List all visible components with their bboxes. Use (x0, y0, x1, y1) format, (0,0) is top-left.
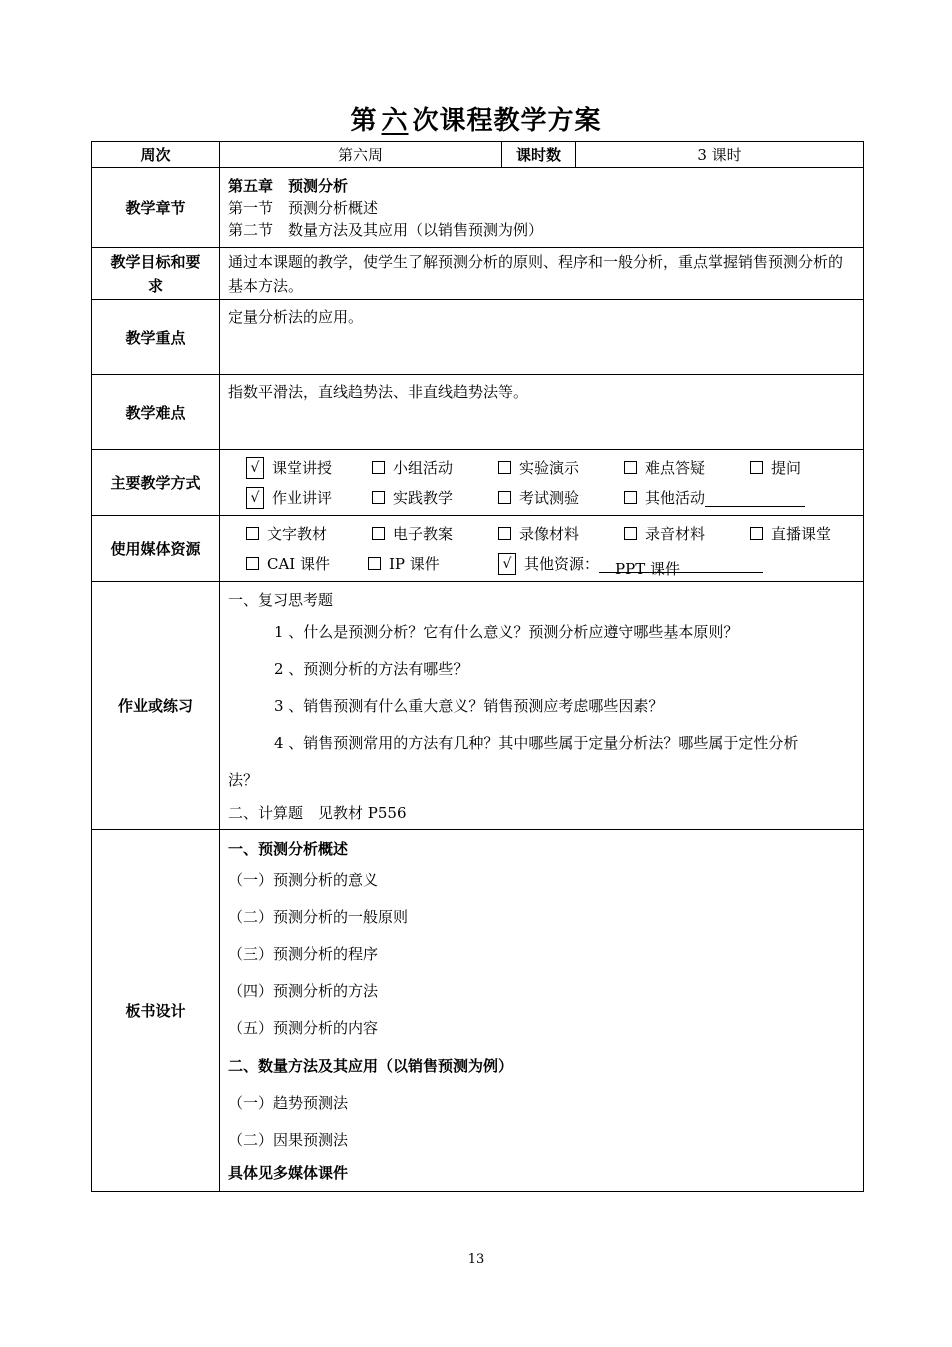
media-other-value[interactable]: PPT 课件 (599, 554, 763, 573)
media-e-plan-checkbox[interactable]: 电子教案 (372, 519, 498, 549)
method-group-activity-checkbox[interactable]: 小组活动 (372, 453, 498, 483)
board-footer: 具体见多媒体课件 (228, 1164, 349, 1182)
homework-row (92, 582, 864, 830)
media-row (92, 516, 864, 582)
media-audio-checkbox[interactable]: 录音材料 (624, 519, 750, 549)
board-row (92, 830, 864, 1192)
key-points-text: 定量分析法的应用。 (220, 300, 864, 375)
board-item: （二）预测分析的一般原则 (228, 908, 409, 926)
method-qa-checkbox[interactable]: 难点答疑 (624, 453, 750, 483)
board-item: （二）因果预测法 (228, 1131, 349, 1149)
board-item: （一）趋势预测法 (228, 1094, 349, 1112)
media-video-checkbox[interactable]: 录像材料 (498, 519, 624, 549)
method-practice-checkbox[interactable]: 实践教学 (372, 483, 498, 513)
media-live-checkbox[interactable]: 直播课堂 (750, 519, 831, 549)
page-number: 13 (467, 1252, 485, 1267)
homework-q2: 2 、预测分析的方法有哪些？ (274, 660, 469, 678)
media-cai-checkbox[interactable]: CAI 课件 (246, 549, 368, 579)
difficulties-text: 指数平滑法，直线趋势法、非直线趋势法等。 (220, 375, 864, 450)
method-other-checkbox[interactable]: 其他活动 (624, 483, 805, 513)
media-ip-checkbox[interactable]: IP 课件 (368, 549, 498, 579)
board-item: （五）预测分析的内容 (228, 1019, 379, 1037)
method-homework-review-checkbox[interactable]: √ 作业讲评 (246, 483, 372, 513)
lesson-plan-table (91, 141, 864, 1192)
difficulties-label: 教学难点 (92, 375, 220, 450)
media-label: 使用媒体资源 (92, 516, 220, 582)
chapter-title: 第五章 预测分析 (228, 176, 349, 195)
homework-q1: 1 、什么是预测分析？它有什么意义？预测分析应遵守哪些基本原则？ (274, 623, 739, 641)
teaching-methods-options (220, 450, 864, 516)
section-2: 第二节 数量方法及其应用（以销售预测为例） (228, 220, 544, 239)
media-options (220, 516, 864, 582)
section-1: 第一节 预测分析概述 (228, 198, 379, 217)
chapter-label: 教学章节 (92, 168, 220, 248)
goals-label: 教学目标和要 求 (92, 248, 220, 300)
hours-value: 3 课时 (576, 142, 864, 168)
method-lecture-checkbox[interactable]: √ 课堂讲授 (246, 453, 372, 483)
method-exam-checkbox[interactable]: 考试测验 (498, 483, 624, 513)
key-points-row (92, 300, 864, 375)
page-title: 第 六 次课程教学方案 (0, 100, 952, 137)
board-item: （三）预测分析的程序 (228, 945, 379, 963)
chapter-content (220, 168, 864, 248)
board-item: （四）预测分析的方法 (228, 982, 379, 1000)
method-experiment-checkbox[interactable]: 实验演示 (498, 453, 624, 483)
homework-heading-2: 二、计算题 见教材 P556 (228, 804, 407, 822)
week-label: 周次 (92, 142, 220, 168)
difficulties-row (92, 375, 864, 450)
media-other-checkbox[interactable]: √ 其他资源： PPT 课件 (498, 549, 763, 579)
key-points-label: 教学重点 (92, 300, 220, 375)
homework-q3: 3 、销售预测有什么重大意义？销售预测应考虑哪些因素？ (274, 697, 664, 715)
method-question-checkbox[interactable]: 提问 (750, 453, 801, 483)
header-row (92, 142, 864, 168)
homework-q4: 4 、销售预测常用的方法有几种？其中哪些属于定量分析法？哪些属于定性分析 (274, 734, 799, 752)
teaching-methods-row (92, 450, 864, 516)
board-content (220, 830, 864, 1192)
homework-label: 作业或练习 (92, 582, 220, 830)
media-text-checkbox[interactable]: 文字教材 (246, 519, 372, 549)
method-other-blank[interactable] (705, 488, 805, 507)
goals-text: 通过本课题的教学，使学生了解预测分析的原则、程序和一般分析，重点掌握销售预测分析的基本方法。 (220, 248, 864, 300)
chapter-row (92, 168, 864, 248)
board-heading-1: 一、预测分析概述 (228, 840, 349, 858)
board-heading-2: 二、数量方法及其应用（以销售预测为例） (228, 1057, 514, 1075)
goals-row (92, 248, 864, 300)
homework-q4-cont: 法？ (228, 771, 259, 789)
teaching-methods-label: 主要教学方式 (92, 450, 220, 516)
homework-content (220, 582, 864, 830)
homework-heading-1: 一、复习思考题 (228, 591, 334, 609)
lesson-number: 六 (381, 106, 409, 136)
hours-label: 课时数 (502, 142, 576, 168)
week-value: 第六周 (220, 142, 502, 168)
board-label: 板书设计 (92, 830, 220, 1192)
board-item: （一）预测分析的意义 (228, 871, 379, 889)
